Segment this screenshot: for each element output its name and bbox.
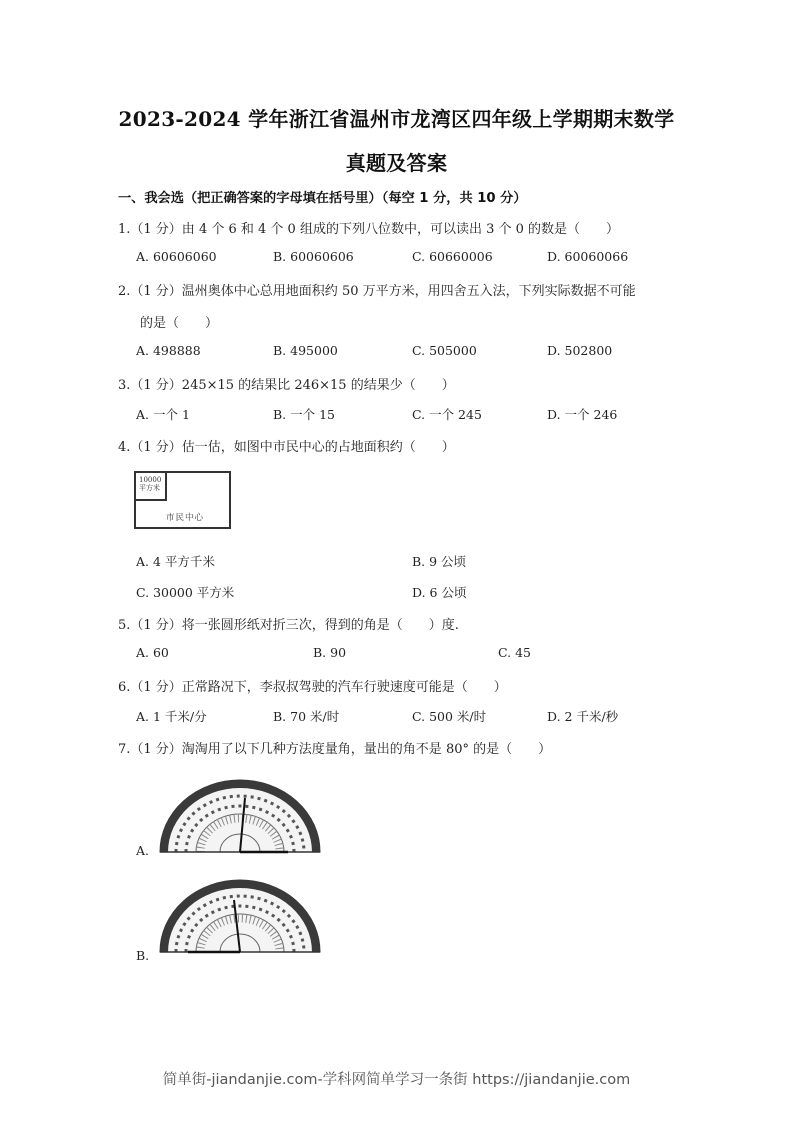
q2-option-b: B. 495000 [273, 343, 338, 358]
q2-option-c: C. 505000 [412, 343, 477, 358]
document-title-line1: 2023-2024 学年浙江省温州市龙湾区四年级上学期期末数学 [118, 107, 675, 131]
section-heading: 一、我会选（把正确答案的字母填在括号里）（每空 1 分，共 10 分） [118, 191, 527, 206]
q1-option-b: B. 60060606 [273, 249, 354, 264]
unit-square-value: 10000 [139, 476, 162, 484]
question-5: 5.（1 分）将一张圆形纸对折三次，得到的角是（ ）度. [118, 618, 459, 633]
q5-option-c: C. 45 [498, 645, 531, 660]
q4-option-b: B. 9 公顷 [412, 554, 467, 569]
civic-center-figure [134, 471, 231, 529]
q6-option-a: A. 1 千米/分 [136, 709, 207, 724]
q3-option-c: C. 一个 245 [412, 407, 482, 422]
q2-option-d: D. 502800 [547, 343, 613, 358]
question-2-continued: 的是（ ） [140, 316, 219, 331]
q1-option-d: D. 60060066 [547, 249, 629, 264]
unit-square-unit: 平方米 [139, 484, 160, 492]
question-3: 3.（1 分）245×15 的结果比 246×15 的结果少（ ） [118, 378, 455, 393]
q3-option-b: B. 一个 15 [273, 407, 336, 422]
q7-option-a: A. [136, 843, 150, 858]
q4-option-a: A. 4 平方千米 [136, 554, 215, 569]
protractor-a-icon [158, 778, 322, 854]
q6-option-b: B. 70 米/时 [273, 709, 340, 724]
q5-option-a: A. 60 [136, 645, 169, 660]
civic-center-label: 市民中心 [166, 513, 205, 523]
q1-option-c: C. 60660006 [412, 249, 493, 264]
q6-option-d: D. 2 千米/秒 [547, 709, 619, 724]
question-6: 6.（1 分）正常路况下，李叔叔驾驶的汽车行驶速度可能是（ ） [118, 680, 507, 695]
q2-option-a: A. 498888 [136, 343, 201, 358]
question-7: 7.（1 分）淘淘用了以下几种方法度量角，量出的角不是 80° 的是（ ） [118, 742, 552, 757]
q1-option-a: A. 60606060 [136, 249, 217, 264]
q4-option-d: D. 6 公顷 [412, 585, 467, 600]
q3-option-a: A. 一个 1 [136, 407, 190, 422]
q4-option-c: C. 30000 平方米 [136, 585, 235, 600]
document-title-line2: 真题及答案 [345, 151, 448, 175]
q7-option-b: B. [136, 948, 150, 963]
footer-watermark: 简单街-jiandanjie.com-学科网简单学习一条街 https://jiandanjie.com [162, 1072, 631, 1088]
question-1: 1.（1 分）由 4 个 6 和 4 个 0 组成的下列八位数中，可以读出 3 个 0 的数是（ ） [118, 222, 620, 237]
q5-option-b: B. 90 [313, 645, 347, 660]
q3-option-d: D. 一个 246 [547, 407, 618, 422]
protractor-b-icon [158, 878, 322, 954]
question-2: 2.（1 分）温州奥体中心总用地面积约 50 万平方米，用四舍五入法，下列实际数据不可能 [118, 284, 636, 299]
unit-square [136, 473, 167, 501]
q6-option-c: C. 500 米/时 [412, 709, 487, 724]
question-4: 4.（1 分）估一估，如图中市民中心的占地面积约（ ） [118, 440, 455, 455]
